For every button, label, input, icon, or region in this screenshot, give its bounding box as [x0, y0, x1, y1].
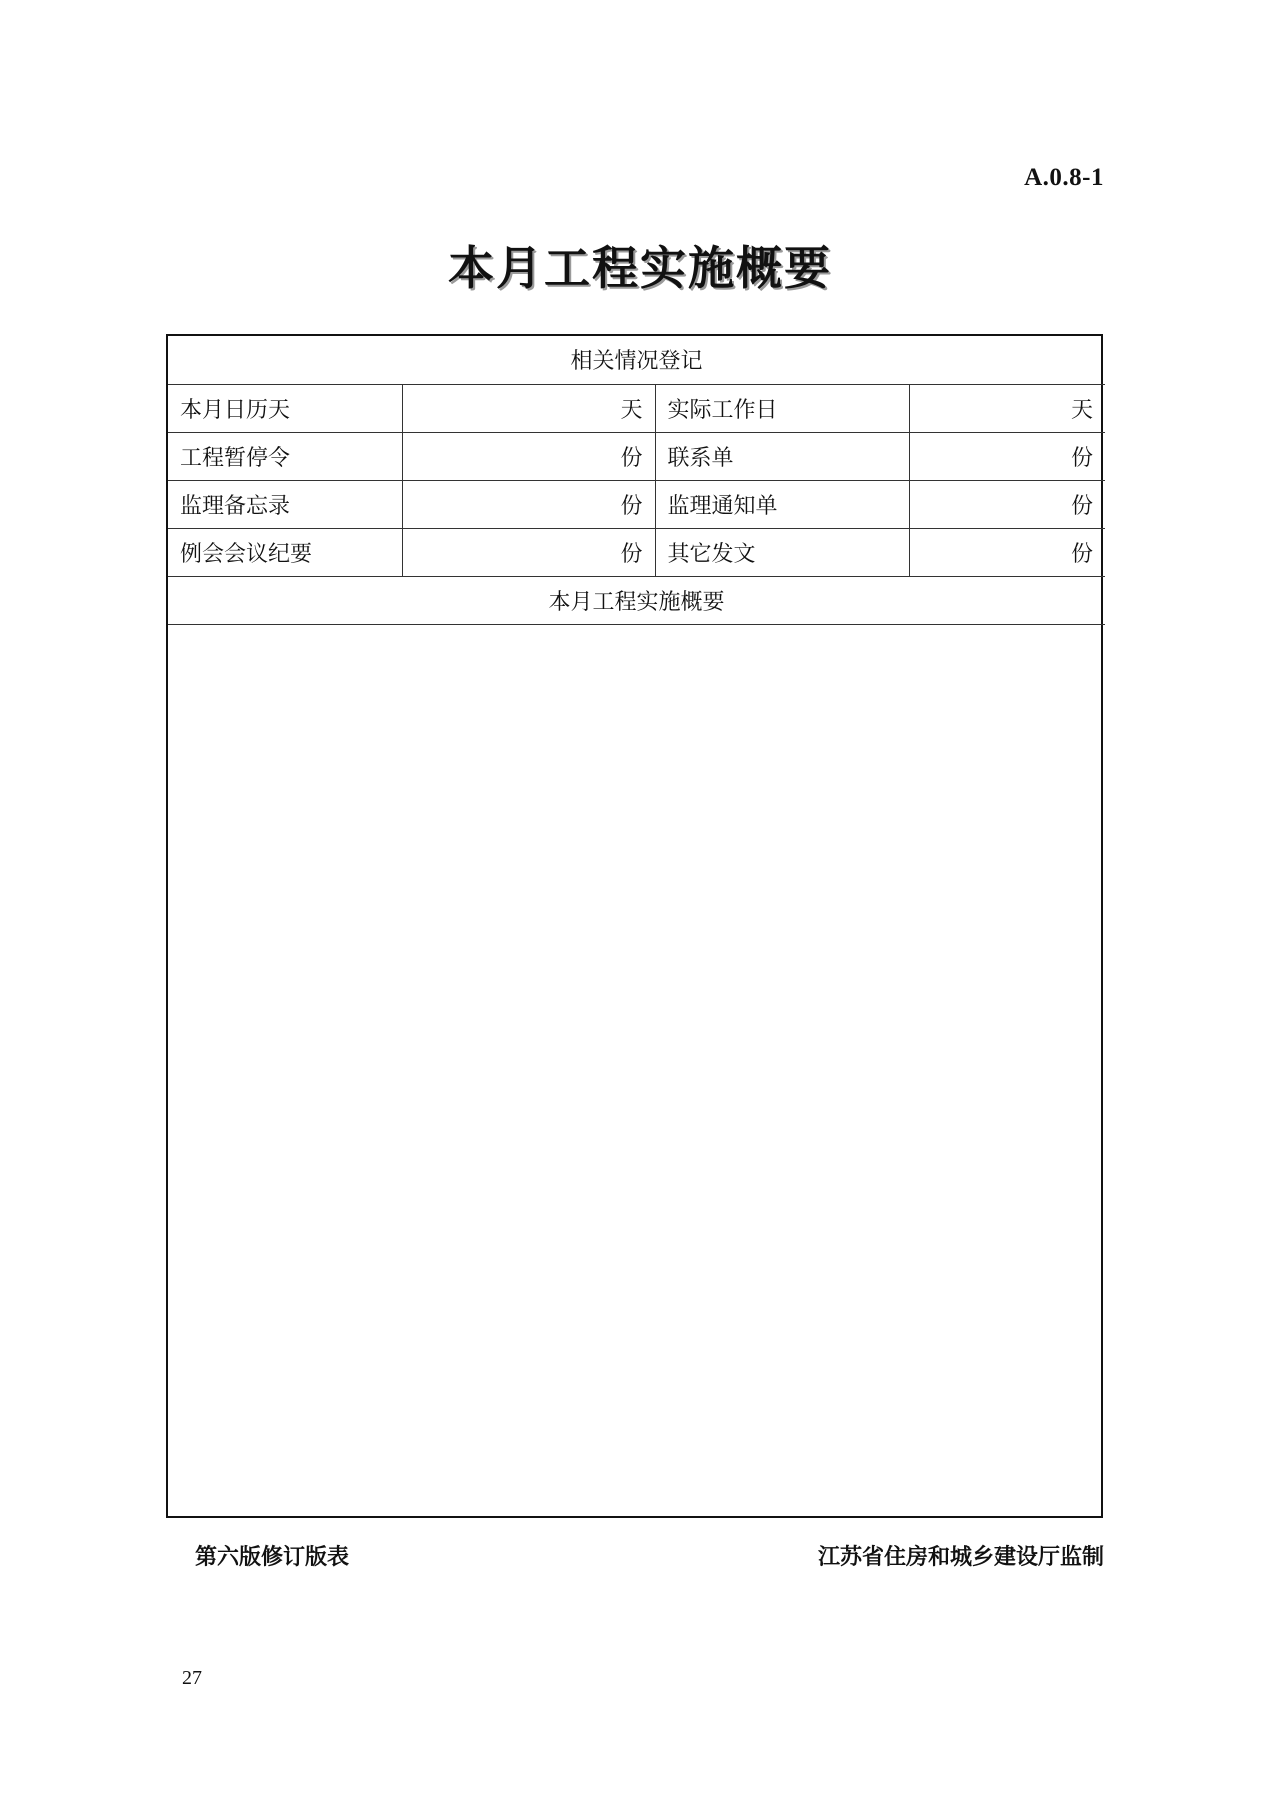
value-field-supervision-notices[interactable]: 份	[909, 480, 1105, 528]
registration-table	[168, 336, 1105, 625]
section-header-summary: 本月工程实施概要	[168, 576, 1105, 624]
table-row	[168, 528, 1105, 576]
section-header-registration: 相关情况登记	[168, 336, 1105, 384]
label-meeting-minutes: 例会会议纪要	[168, 528, 402, 576]
value-field-meeting-minutes[interactable]: 份	[402, 528, 655, 576]
value-field-other-documents[interactable]: 份	[909, 528, 1105, 576]
label-suspension-orders: 工程暂停令	[168, 432, 402, 480]
label-other-documents: 其它发文	[655, 528, 909, 576]
page-number: 27	[182, 1667, 202, 1689]
footer-issuer: 江苏省住房和城乡建设厅监制	[817, 1545, 1104, 1570]
label-actual-workdays: 实际工作日	[655, 384, 909, 432]
table-header-row	[168, 336, 1105, 384]
value-field-contact-forms[interactable]: 份	[909, 432, 1105, 480]
label-calendar-days: 本月日历天	[168, 384, 402, 432]
label-supervision-notices: 监理通知单	[655, 480, 909, 528]
form-code: A.0.8-1	[1024, 164, 1104, 191]
value-field-calendar-days[interactable]: 天	[402, 384, 655, 432]
table-row	[168, 384, 1105, 432]
value-field-actual-workdays[interactable]: 天	[909, 384, 1105, 432]
label-supervision-memos: 监理备忘录	[168, 480, 402, 528]
value-field-supervision-memos[interactable]: 份	[402, 480, 655, 528]
footer-version: 第六版修订版表	[195, 1545, 350, 1570]
table-row	[168, 432, 1105, 480]
value-field-suspension-orders[interactable]: 份	[402, 432, 655, 480]
table-row	[168, 480, 1105, 528]
label-contact-forms: 联系单	[655, 432, 909, 480]
table-header-row	[168, 576, 1105, 624]
page-title: 本月工程实施概要	[448, 241, 832, 295]
report-form	[166, 334, 1103, 1518]
summary-text-area[interactable]	[168, 625, 1101, 1311]
